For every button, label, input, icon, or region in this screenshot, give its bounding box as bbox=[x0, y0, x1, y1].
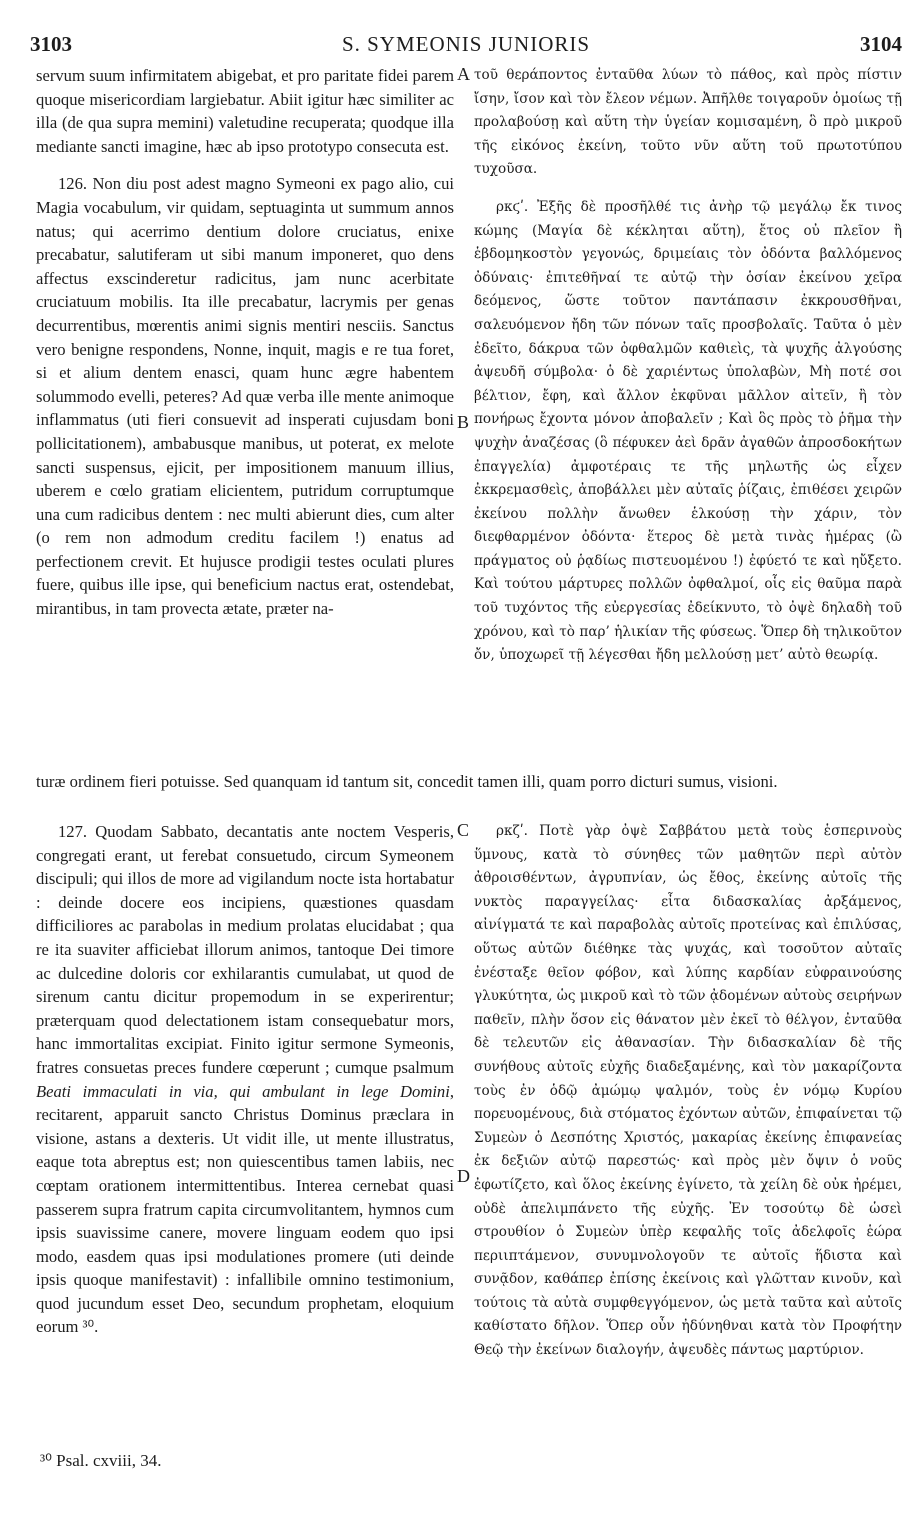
footnote: ³⁰ Psal. cxviii, 34. bbox=[40, 1451, 162, 1470]
greek-paragraph-126: ρκϛʹ. Ἐξῆς δὲ προσῆλθέ τις ἀνὴρ τῷ μεγάλῳ ἔκ τινος κώμης (Μαγία δὲ κέκληται αὕτη), ἔτος οὐ πλεῖον ἢ ἑβδομηκοστὸν γεγονώς, δριμείαις τὸν ὀδόντα βαλλόμενος ὀδύναις· ἐπιτεθῆναί τε αὐτῷ τὴν ὁσίαν ἐκείνου χεῖρα δεόμενος, ὥστε τοῦτον παντάπασιν ἐκκρουσθῆναι, σαλευόμενον ἤδη τῶν πόνων ταῖς προσβολαῖς. Ταῦτα ὁ μὲν ἐδεῖτο, δάκρυα τῶν ὀφθαλμῶν καθιεὶς, τὰ ψυχῆς ἀλγούσης ἀψευδῆ σύμβολα· ὁ δὲ χαριέντως ὑπολαβὼν, Μὴ ποτέ σοι βέλτιον, ἔφη, καὶ ἄλλον ἐκφῦναι μᾶλλον αἰτεῖν, ἢ τὸν πονήρως ἔχοντα μόνον ἀποβαλεῖν ; Καὶ ὃς πρὸς τὸ ῥῆμα τὴν ψυχὴν ἀναζέσας (ὃ πέφυκεν ἀεὶ δρᾶν ἀγαθῶν ἀπροσδοκήτων ἐπαγγελία) ἀμφοτέραις τε τῆς μηλωτῆς ὡς εἶχεν ἐκκρεμασθεὶς, ἀποβάλλει μὲν αὐταῖς ῥίζαις, ἐπιθέσει χειρῶν ἐκείνου πολλὴν ἄνωθεν ἑλκούσῃ τὴν χάριν, τὸν διεφθαρμένον ὀδόντα· ἕτερος δὲ μετὰ τινὰς ἡμέρας (ὢ πράγματος οὐ ῥᾳδίως πιστευομένου !) ἐφύετό τε καὶ ηὔξετο. Καὶ τούτου μάρτυρες πολλῶν ὀφθαλμοί, οἷς εἰς θαῦμα παρὰ τοῦ τυχόντος τῆς εὐεργεσίας ἐδείκνυτο, τὸ ὀψὲ δηλαδὴ τοῦ χρόνου, καὶ τὸ παρ’ ἡλικίαν τῆς φύσεως. Ὅπερ δὴ τηλικοῦτον ὄν, ὑποχωρεῖ τῇ λέγεσθαι ἤδη μελλούσῃ μετ’ αὐτὸ θεωρίᾳ. bbox=[474, 198, 902, 664]
latin-spanning-text: turæ ordinem fieri potuisse. Sed quanquam id tantum sit, concedit tamen illi, quam porro dicturi sumus, visioni. bbox=[36, 772, 778, 791]
section-marker-b: B bbox=[457, 412, 470, 432]
latin-column-upper bbox=[36, 64, 454, 770]
greek-paragraph-127: ρκζʹ. Ποτὲ γὰρ ὀψὲ Σαββάτου μετὰ τοὺς ἑσπερινοὺς ὕμνους, κατὰ τὸ σύνηθες τῶν μαθητῶν περὶ αὐτὸν ἀθροισθέντων, ἀγρυπνίαν, ὡς ἔθος, ἐκείνης αὐτοῖς τῆς νυκτὸς παραγγείλας· εἶτα διδασκαλίας ἀρξάμενος, αἰνίγματά τε καὶ παραβολὰς αὐτοῖς προτείνας καὶ ἐπιλύσας, οὕτως αὐτῶν διέθηκε τὰς ψυχάς, καὶ τοσοῦτον αὐταῖς ἐνέσταξε θεῖον φόβον, καὶ λύπης καρδίαν εὐφραινούσης γλυκύτητα, ὡς μικροῦ καὶ τὸ τῶν ᾀδομένων αὐτοὺς σειρήνων παθεῖν, πλὴν ὅσον εἰς θάνατον μὲν ἐκεῖ τὸ θέλγον, ἐνταῦθα δὲ τελευτῶν εἰς ἀθανασίαν. Τὴν διδασκαλίαν δὲ τῆς συνήθους αὐτοῖς εὐχῆς διαδεξαμένης, καὶ τὸν μακαρίζοντα τοὺς ἐν ὁδῷ ἀμώμῳ ψαλμόν, τοὺς ἐν νόμῳ Κυρίου πορευομένους, διὰ στόματος ἐχόντων αὐτῶν, ἐπιφαίνεται τῷ Συμεὼν ὁ Δεσπότης Χριστός, μακαρίας ἐκείνης ἐπιφανείας ἐκ δεξιῶν αὐτῷ παρεστώς· καὶ πρὸς μὲν ὄψιν ὁ νοῦς ἐφωτίζετο, καὶ ὅλος ἐκείνης ἐγίνετο, τὰ χείλη δὲ οὐκ ἠρέμει, οὐδὲ ἀπελιμπάνετο τῆς εὐχῆς. Ἐν τοσούτῳ δὲ ὡσεὶ στρουθίον ὁ Συμεὼν ὑπὲρ κεφαλῆς τοῖς ἀδελφοῖς ἑώρα περιιπτάμενον, συνυμνολογοῦν τε αὐτοῖς ἥδιστα καὶ συνᾷδον, καθάπερ ἐπίσης ἐκείνοις καὶ γλῶτταν κινοῦν, καὶ τούτοις τὰ αὐτὰ συμφθεγγόμενον, ὡς μετὰ ταῦτα καὶ αὐτοῖς καθίστατο δῆλον. Ὅπερ οὖν ἠδύνηθναι κατὰ τὸν Προφήτην Θεῷ τὴν ἐκείνων διαλογήν, ἀψευδὲς πάντως μαρτύριον. bbox=[474, 823, 902, 1359]
latin-column-lower bbox=[36, 820, 454, 1440]
running-title: S. SYMEONIS JUNIORIS bbox=[341, 32, 591, 56]
latin-paragraph-126: 126. Non diu post adest magno Symeoni ex pago alio, cui Magia vocabulum, vir quidam, septuaginta ut summum annos natus; qui acerrimo dentium dolore cruciatus, enixe precabatur, salutiferam ut sibi manum imponeret, quo dens affectus exscinderetur radicitus, jam nunc acerbitate cruciatuum mobilis. Ita ille precabatur, lacrymis per genas decurrentibus, mœrentis animi signis mentiri nesciis. Sanctus vero benigne respondens, Nonne, inquit, magis e re tua foret, si et alium dentem enasci, quam hunc ægre habentem solummodo evelli, peteres? Ad quæ verba ille mente animoque inflammatus (uti fieri consuevit ad insperati cujusdam boni pollicitationem), ambabusque manibus, ut poterat, ex melote sancti suspensus, ejicit, per impositionem manuum illius, uberem e cœlo gratiam elicientem, putridum corruptumque una cum radicibus dentem : nec multi abierunt dies, cum alter (o rem non admodum creditu facilem !) enatus ad perfectionem crevit. Et hujusce prodigii testes oculati plures fuere, quibus ille ipse, qui beneficium nactus erat, ostendebat, mirantibus, in tam provecta ætate, præter na- bbox=[36, 174, 454, 619]
section-marker-c: C bbox=[457, 820, 470, 840]
latin-paragraph-continuation: servum suum infirmitatem abigebat, et pro paritate fidei parem quoque misericordiam largiebatur. Abiit igitur hæc similiter ac illa (de qua supra memini) valetudine recuperata; quodque illa mediante sancti imagine, hæc ab ipso prototypo consecuta est. bbox=[36, 66, 454, 156]
greek-column-upper bbox=[474, 64, 902, 770]
page-header bbox=[30, 32, 902, 62]
section-marker-d: D bbox=[457, 1166, 470, 1186]
page-number-left: 3103 bbox=[30, 32, 72, 56]
latin-paragraph-127: 127. Quodam Sabbato, decantatis ante noctem Vesperis, congregati erant, ut ferebat consuetudo, circum Symeonem discipuli; qui illos de more ad vigilandum nocte ista hortabatur : deinde docere eos incipiens, quæstiones quasdam difficiliores ac parabolas in medium prolatas elucidabat ; qua re ita suaviter afficiebat illorum animos, tantoque Dei timore ac dulcedine doloris cor exhilarantis cumulabat, ut quod de sirenum cantu dicitur propemodum in se experirentur; præterquam quod delectationem istam consequebatur mors, hanc immortalitas excipiat. Finito igitur sermone Symeonis, fratres consuetas preces fundere cœperunt ; cumque psalmum Beati immaculati in via, qui ambulant in lege Domini, recitarent, apparuit sancto Christus Dominus præclara in visione, astans a dexteris. Ut vidit ille, ut mente illustratus, eaque tota abreptus est; non quiescentibus tamen labiis, nec cœptam orationem intermittentibus. Interea cernebat quasi passerem supra fratrum capita circumvolitantem, hymnos cum ipsis suavissime canere, movere linguam eodem quo ipsi modo, easdem quas ipsi modulationes promere (uti deinde ipsis quoque manifestavit) : infallibile omnino testimonium, quod jucundum esset Deo, secundum prophetam, eloquium eorum ³⁰. bbox=[36, 822, 454, 1337]
section-marker-a: A bbox=[457, 64, 470, 84]
psalm-quotation: Beati immaculati in via, qui ambulant in lege Domini bbox=[36, 1081, 450, 1101]
page-number-right: 3104 bbox=[860, 32, 902, 56]
greek-paragraph-continuation: τοῦ θεράποντος ἐνταῦθα λύων τὸ πάθος, καὶ πρὸς πίστιν ἴσην, ἴσον καὶ τὸν ἔλεον νέμων. Ἀπῆλθε τοιγαροῦν ὁμοίως τῇ προλαβούσῃ καὶ αὕτη τὴν ὑγείαν κομισαμένη, ὃ πρὸ μικροῦ τῆς εἰκόνος ἐκείνη, τοῦτο νῦν αὕτη τοῦ πρωτοτύπου τυχοῦσα. bbox=[474, 67, 902, 178]
greek-column-lower bbox=[474, 820, 902, 1440]
